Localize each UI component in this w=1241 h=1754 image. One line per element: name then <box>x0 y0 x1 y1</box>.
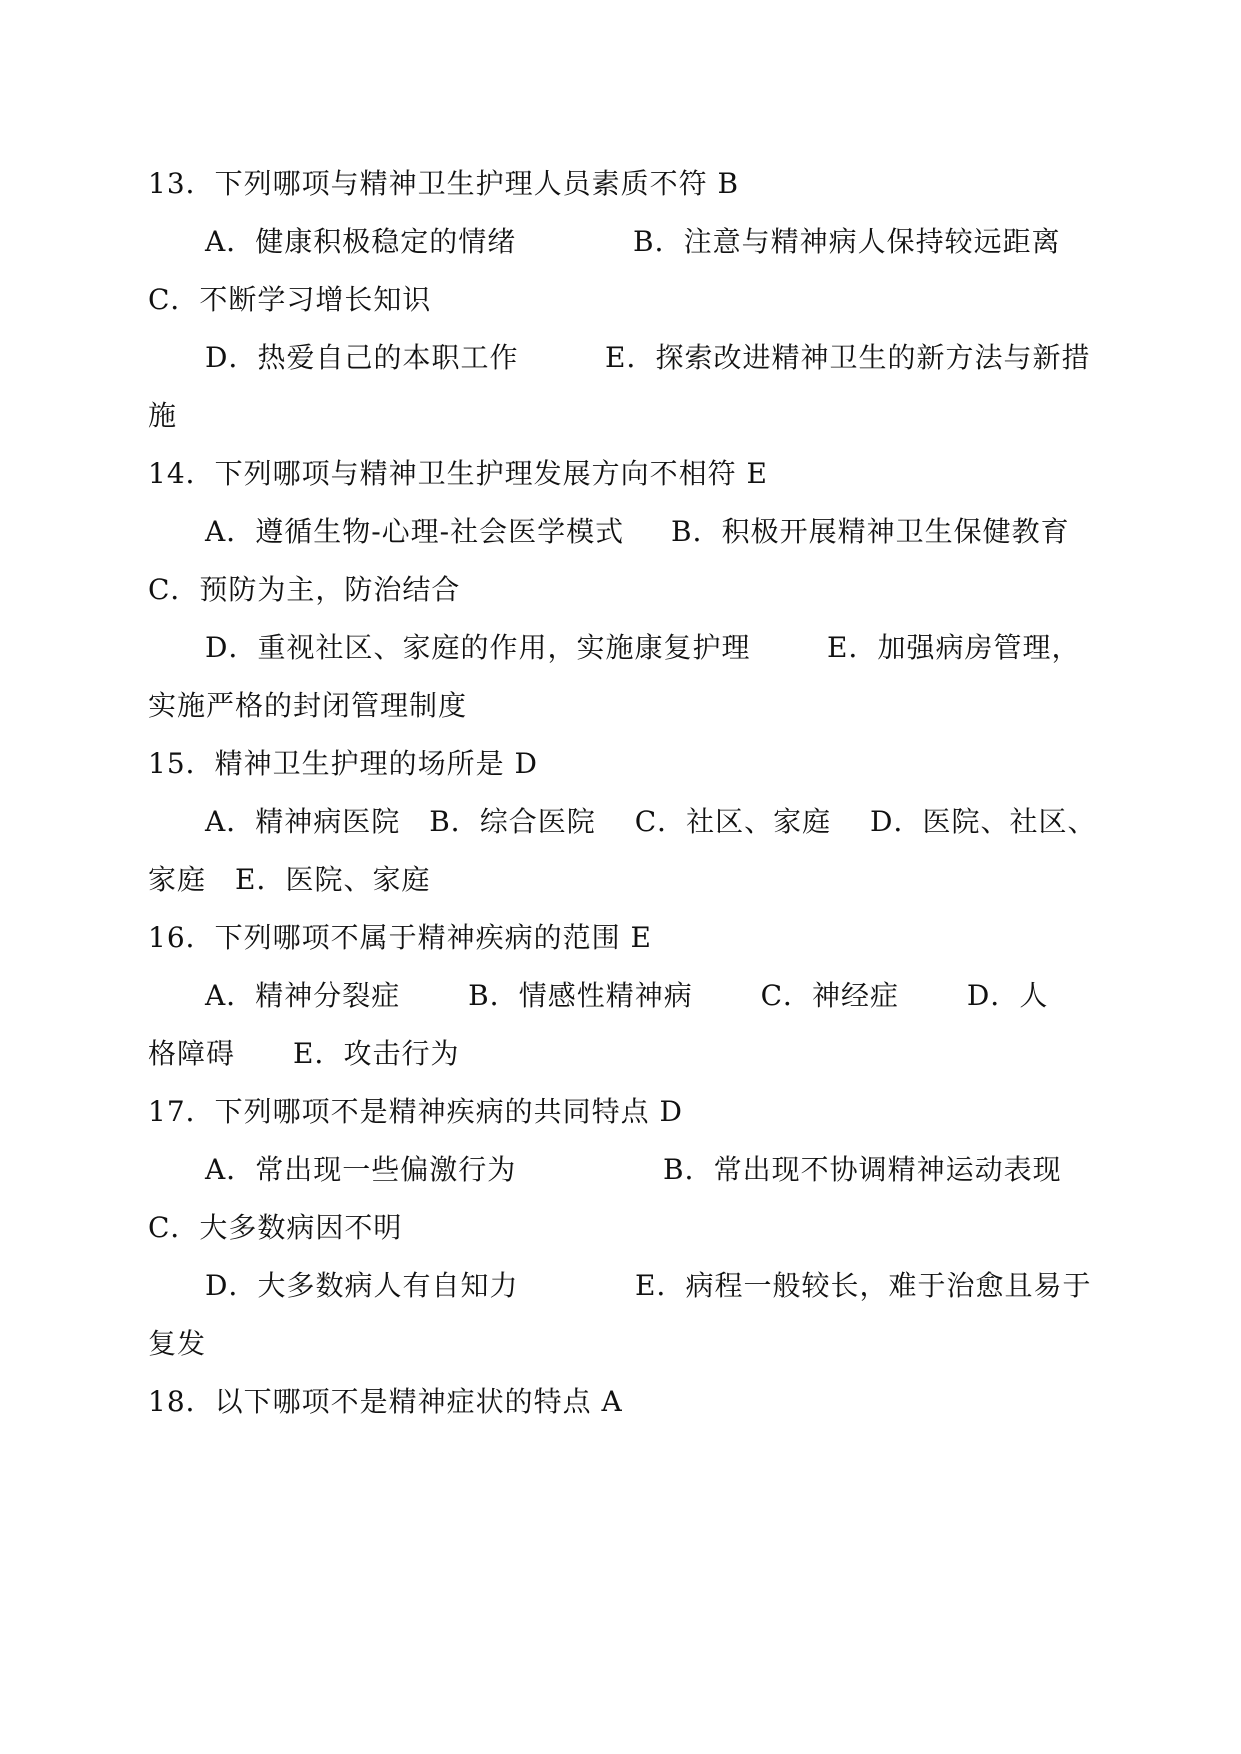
question-14-option-b: B．积极开展精神卫生保健教育 <box>671 515 1070 548</box>
question-13-option-b: B．注意与精神病人保持较远距离 <box>633 225 1061 258</box>
question-14-option-c: C．预防为主，防治结合 <box>148 573 461 606</box>
question-15-options: A．精神病医院 B．综合医院 C．社区、家庭 D．医院、社区、 <box>205 805 1097 838</box>
question-17-option-e-continued: 复发 <box>148 1327 207 1360</box>
question-13-option-row <box>205 222 1061 262</box>
question-17-option-e: E．病程一般较长，难于治愈且易于 <box>635 1269 1092 1302</box>
question-17-option-b: B．常出现不协调精神运动表现 <box>663 1153 1062 1186</box>
question-13-option-c: C．不断学习增长知识 <box>148 283 432 316</box>
question-17-option-c: C．大多数病因不明 <box>148 1211 403 1244</box>
question-17-option-row <box>205 1266 1092 1306</box>
question-14-stem: 14．下列哪项与精神卫生护理发展方向不相符 E <box>148 457 768 490</box>
question-14-option-e: E．加强病房管理， <box>827 631 1081 664</box>
question-16-options: A．精神分裂症 B．情感性精神病 C．神经症 D．人 <box>205 979 1049 1012</box>
question-13-option-e-continued: 施 <box>148 399 178 432</box>
question-13-option-e: E．探索改进精神卫生的新方法与新措 <box>605 341 1091 374</box>
question-14-option-d: D．重视社区、家庭的作用，实施康复护理 <box>205 631 751 664</box>
question-14-option-e-continued: 实施严格的封闭管理制度 <box>148 689 468 722</box>
question-16-options-continued: 格障碍 E．攻击行为 <box>148 1037 460 1070</box>
question-14-option-row <box>205 628 1081 668</box>
question-18-stem: 18．以下哪项不是精神症状的特点 A <box>148 1385 623 1418</box>
question-14-option-row <box>205 512 1070 552</box>
question-14-option-a: A．遵循生物-心理-社会医学模式 <box>205 515 625 548</box>
question-15-options-continued: 家庭 E．医院、家庭 <box>148 863 431 896</box>
question-17-option-d: D．大多数病人有自知力 <box>205 1269 519 1302</box>
question-17-stem: 17．下列哪项不是精神疾病的共同特点 D <box>148 1095 683 1128</box>
question-17-option-a: A．常出现一些偏激行为 <box>205 1153 517 1186</box>
question-15-stem: 15．精神卫生护理的场所是 D <box>148 747 538 780</box>
question-16-stem: 16．下列哪项不属于精神疾病的范围 E <box>148 921 652 954</box>
question-13-stem: 13．下列哪项与精神卫生护理人员素质不符 B <box>148 167 740 200</box>
question-13-option-row <box>205 338 1091 378</box>
question-13-option-a: A．健康积极稳定的情绪 <box>205 225 517 258</box>
question-17-option-row <box>205 1150 1062 1190</box>
question-13-option-d: D．热爱自己的本职工作 <box>205 341 519 374</box>
